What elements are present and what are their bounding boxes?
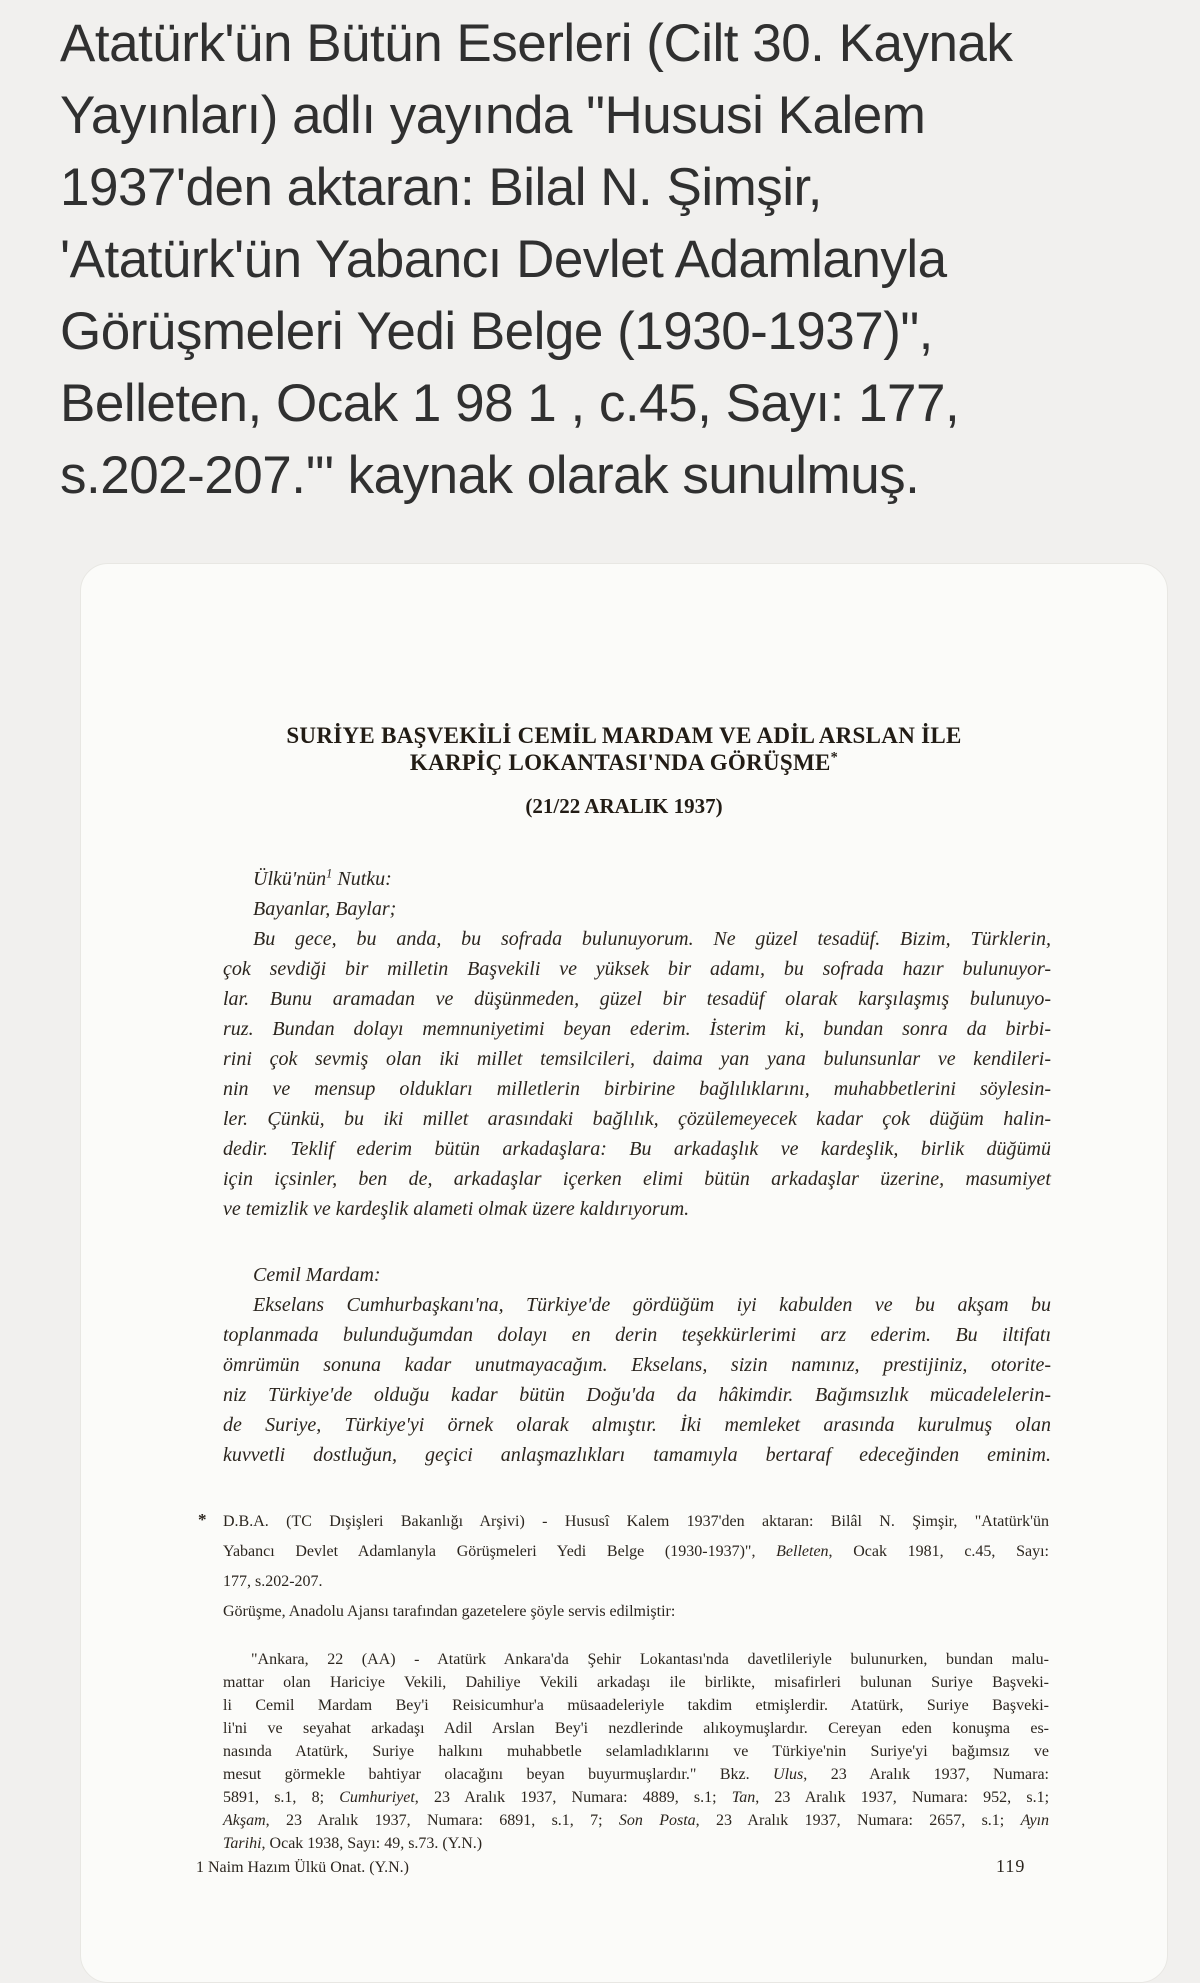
text-line: Akşam, 23 Aralık 1937, Numara: 6891, s.1, 7; Son Posta, 23 Aralık 1937, Numara: 2657, s.1; Ayın [223, 1812, 1050, 1829]
text-line: Bayanlar, Baylar; [253, 898, 397, 920]
text-line: ruz. Bundan dolayı memnuniyetimi beyan ederim. İsterim ki, bundan sonra da birbi- [223, 1018, 1051, 1040]
scanned-page [80, 563, 1168, 1983]
text-line: dedir. Teklif ederim bütün arkadaşlara: Bu arkadaşlık ve kardeşlik, birlik düğümü [223, 1138, 1051, 1160]
caption-line: Atatürk'ün Bütün Eserleri (Cilt 30. Kaynak [60, 14, 1013, 73]
caption-line: Yayınları) adlı yayında "Hususi Kalem [60, 86, 926, 145]
scan-date: (21/22 ARALIK 1937) [525, 794, 723, 818]
scan-title-line2: KARPİÇ LOKANTASI'NDA GÖRÜŞME* [409, 749, 839, 775]
footnote-asterisk: * [198, 1510, 207, 1529]
footnote [196, 1510, 1049, 1880]
text-line: nin ve mensup oldukları milletlerin birbirine bağlılıklarını, muhabbetlerini söylesin- [223, 1078, 1051, 1100]
speech-atatürk [223, 864, 1051, 1224]
text-line: Bu gece, bu anda, bu sofrada bulunuyorum. Ne güzel tesadüf. Bizim, Türklerin, [253, 928, 1051, 950]
text-line: çok sevdiği bir milletin Başvekili ve yüksek bir adamı, bu sofrada hazır bulunuyor- [223, 958, 1051, 980]
text-line: D.B.A. (TC Dışişleri Bakanlığı Arşivi) - Hususî Kalem 1937'den aktaran: Bilâl N. Şimşir, "Atatürk'ün [223, 1513, 1049, 1530]
text-line: Cemil Mardam: [253, 1264, 381, 1286]
caption-line: 1937'den aktaran: Bilal N. Şimşir, [60, 158, 823, 217]
text-line: Yabancı Devlet Adamlanyla Görüşmeleri Yedi Belge (1930-1937)", Belleten, Ocak 1981, c.45, Sayı: [223, 1543, 1050, 1560]
footnote-citation [196, 1510, 1049, 1630]
text-line: kuvvetli dostluğun, geçici anlaşmazlıkları tamamıyla bertaraf edeceğinden eminim. [223, 1444, 1051, 1466]
speech-cemil-mardam [223, 1260, 1051, 1470]
text-line: ömrümün sonuna kadar unutmayacağım. Ekselans, sizin namınız, prestijiniz, otorite- [223, 1354, 1051, 1376]
text-line: mattar olan Hariciye Vekili, Dahiliye Vekili arkadaşı ile birlikte, misafirleri bulunan Suriye Başveki- [223, 1674, 1049, 1691]
text-line: mesut görmekle bahtiyar olacağını beyan buyurmuşlardır." Bkz. Ulus, 23 Aralık 1937, Numara: [223, 1766, 1049, 1783]
caption-line: Belleten, Ocak 1 98 1 , c.45, Sayı: 177, [60, 374, 960, 433]
text-line: 177, s.202-207. [223, 1573, 323, 1590]
text-line: ler. Çünkü, bu iki millet arasındaki bağlılık, çözülemeyecek kadar çok düğüm halin- [223, 1108, 1051, 1130]
caption-line: Görüşmeleri Yedi Belge (1930-1937)", [60, 302, 933, 361]
scan-title-line1: SURİYE BAŞVEKİLİ CEMİL MARDAM VE ADİL ARSLAN İLE [286, 723, 962, 748]
footnote-press-release [196, 1648, 1049, 1855]
text-line: Ülkü'nün$^1$ Nutku: [253, 866, 392, 890]
footnote-note1: 1 Naim Hazım Ülkü Onat. (Y.N.) [196, 1859, 409, 1876]
text-line: toplanmada bulunduğumdan dolayı en derin teşekkürlerimi arz ederim. Bu iltifatı [223, 1324, 1051, 1346]
caption-line: 'Atatürk'ün Yabancı Devlet Adamlanyla [60, 230, 947, 289]
text-line: ve temizlik ve kardeşlik alameti olmak üzere kaldırıyorum. [223, 1198, 690, 1220]
scan-body [223, 864, 1051, 1470]
text-line: "Ankara, 22 (AA) - Atatürk Ankara'da Şehir Lokantası'nda davetlileriyle bulunurken, bundan malu- [251, 1651, 1049, 1668]
caption-line: s.202-207.'" kaynak olarak sunulmuş. [60, 446, 920, 505]
text-line: 5891, s.1, 8; Cumhuriyet, 23 Aralık 1937, Numara: 4889, s.1; Tan, 23 Aralık 1937, Numara: 952, s.1; [223, 1789, 1050, 1806]
scan-title [81, 722, 1167, 776]
text-line: niz Türkiye'de olduğu kadar bütün Doğu'da da hâkimdir. Bağımsızlık mücadelelerin- [223, 1384, 1051, 1406]
text-line: nasında Atatürk, Suriye halkını muhabbetle selamladıklarını ve Türkiye'nin Suriye'yi bağımsız ve [223, 1743, 1049, 1760]
text-line: de Suriye, Türkiye'yi örnek olarak almıştır. İki memleket arasında kurulmuş olan [223, 1414, 1051, 1436]
text-line: li Cemil Mardam Bey'i Reisicumhur'a müsaadeleriyle takdim etmişlerdir. Atatürk, Suriye Başveki- [223, 1697, 1049, 1714]
text-line: lar. Bunu aramadan ve düşünmeden, güzel bir tesadüf olarak karşılaşmış bulunuyo- [223, 988, 1051, 1010]
text-line: li'ni ve seyahat arkadaşı Adil Arslan Bey'i nezdlerinde alıkoymuşlardır. Cereyan eden konuşma es- [223, 1720, 1049, 1737]
text-line: Görüşme, Anadolu Ajansı tarafından gazetelere şöyle servis edilmiştir: [223, 1603, 676, 1620]
citation-caption [60, 8, 1170, 512]
text-line: rini çok sevmiş olan iki millet temsilcileri, daima yan yana bulunsunlar ve kendileri- [223, 1048, 1051, 1070]
text-line: için içsinler, ben de, arkadaşlar içerken elimi bütün arkadaşlar üzerine, masumiyet [223, 1168, 1051, 1190]
text-line: Ekselans Cumhurbaşkanı'na, Türkiye'de gördüğüm iyi kabulden ve bu akşam bu [253, 1294, 1051, 1316]
text-line: Tarihi, Ocak 1938, Sayı: 49, s.73. (Y.N.) [223, 1835, 483, 1852]
page-number: 119 [996, 1856, 1026, 1876]
